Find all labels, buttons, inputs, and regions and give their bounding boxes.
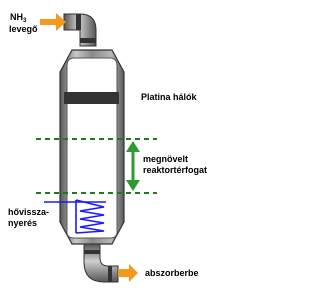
volume-double-arrow [126, 141, 140, 191]
inlet-gas-text: NH [10, 12, 23, 22]
outlet-pipe [84, 244, 118, 282]
volume-label-line2: reaktortérfogat [143, 165, 208, 175]
inlet-air-label: levegő [9, 24, 38, 34]
catalyst-label: Platina hálók [141, 92, 197, 102]
outlet-label: abszorberbe [145, 268, 199, 278]
inlet-gas-subscript: 3 [23, 18, 27, 24]
inlet-arrow [40, 13, 66, 31]
reactor-chamber [67, 58, 117, 238]
platinum-gauze [64, 92, 119, 104]
heat-recovery-label-line1: hővissza- [8, 207, 50, 217]
heat-recovery-label-line2: nyerés [8, 218, 38, 228]
inlet-pipe [64, 14, 96, 46]
outlet-arrow [118, 264, 138, 282]
volume-label-line1: megnövelt [143, 154, 189, 164]
